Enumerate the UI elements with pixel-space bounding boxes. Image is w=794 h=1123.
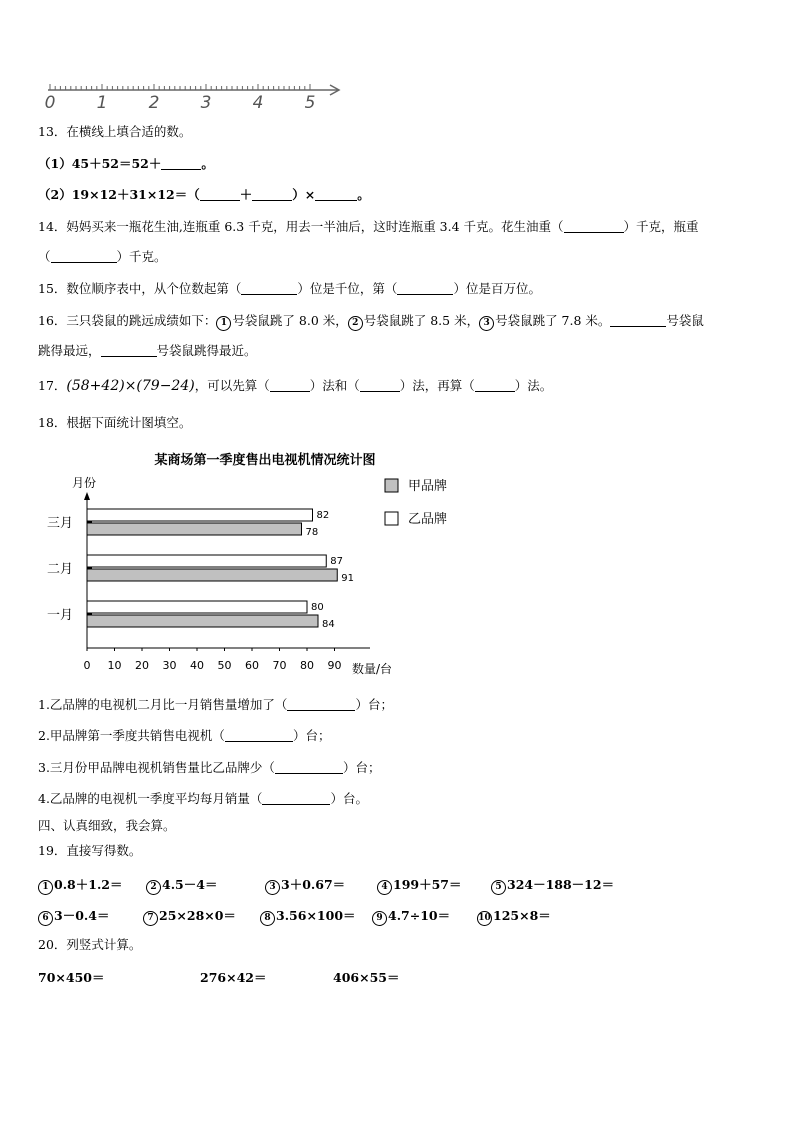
bar-value-label: 91 — [341, 573, 354, 584]
q15-blank-2[interactable] — [397, 282, 453, 295]
x-tick-label: 60 — [245, 659, 259, 672]
q17-blank-1[interactable] — [270, 379, 310, 392]
q16-blank-farthest[interactable] — [610, 314, 666, 327]
q16-line2 — [38, 343, 257, 359]
q18-sub3-text: 3.三月份甲品牌电视机销售量比乙品牌少（ — [38, 760, 275, 775]
q18-sub3 — [38, 760, 380, 776]
ruler-tick-label: 1 — [96, 93, 108, 113]
q20-item-3[interactable]: 406×55＝ — [333, 970, 400, 985]
legend-label: 乙品牌 — [408, 512, 448, 527]
q17-text-c: ）法，再算（ — [399, 378, 475, 393]
q18-blank-4[interactable] — [262, 792, 330, 805]
q17-line — [38, 378, 552, 394]
q19-item-text: 4.7÷10＝ — [388, 908, 451, 923]
q19-item-text: 0.8＋1.2＝ — [54, 877, 123, 892]
bar-yi-brand — [87, 555, 326, 567]
q19-item-8[interactable] — [260, 906, 356, 926]
circled-number-icon: 4 — [377, 880, 392, 895]
q13-part2-text: （2）19×12＋31×12＝（ — [38, 187, 200, 202]
q15-text-b: ）位是千位，第（ — [297, 281, 398, 296]
circled-number-icon: 5 — [491, 880, 506, 895]
q14-line1 — [38, 219, 699, 235]
bar-value-label: 84 — [322, 619, 335, 630]
q14-blank-bottle[interactable] — [51, 250, 117, 263]
ruler — [40, 80, 350, 116]
q17-blank-2[interactable] — [360, 379, 400, 392]
bar-jia-brand — [87, 615, 318, 627]
q18-sub2-end: ）台； — [292, 728, 331, 743]
q17-blank-3[interactable] — [475, 379, 515, 392]
bar-yi-brand — [87, 509, 313, 521]
q20-title: 20．列竖式计算。 — [38, 937, 142, 952]
q19-item-7[interactable] — [143, 906, 236, 926]
q15-line — [38, 281, 541, 297]
q16-text-d: 号袋鼠跳了 7.8 米。 — [495, 313, 611, 328]
q18-sub2-text: 2.甲品牌第一季度共销售电视机（ — [38, 728, 225, 743]
q13-part1-end: 。 — [201, 156, 214, 171]
q16-text-c: 号袋鼠跳了 8.5 米， — [363, 313, 480, 328]
bar-value-label: 80 — [311, 602, 324, 613]
q13-blank-2[interactable] — [200, 188, 240, 201]
bar-yi-brand — [87, 601, 307, 613]
ruler-tick-label: 3 — [200, 93, 212, 113]
q13-blank-4[interactable] — [315, 188, 357, 201]
x-tick-label: 10 — [107, 659, 122, 672]
q13-part2-plus: ＋ — [239, 187, 253, 202]
q19-item-text: 125×8＝ — [493, 908, 551, 923]
circled-number-icon: 6 — [38, 911, 53, 926]
q18-blank-1[interactable] — [287, 698, 355, 711]
q15-text-a: 15．数位顺序表中，从个位数起第（ — [38, 281, 242, 296]
x-tick-label: 40 — [190, 659, 204, 672]
q18-sub1-text: 1.乙品牌的电视机二月比一月销售量增加了（ — [38, 697, 288, 712]
q19-item-text: 324－188－12＝ — [507, 877, 615, 892]
category-label: 三月 — [46, 516, 73, 531]
chart-x-axis-label: 数量/台 — [352, 662, 393, 676]
q16-text-b: 号袋鼠跳了 8.0 米， — [232, 313, 348, 328]
q20-item-1[interactable]: 70×450＝ — [38, 970, 105, 985]
bar-value-label: 82 — [316, 510, 330, 521]
q18-blank-3[interactable] — [275, 761, 343, 774]
q18-sub4-end: ）台。 — [330, 791, 368, 806]
q13-part2-end: 。 — [357, 187, 370, 202]
q13-part2 — [38, 187, 370, 203]
q13-part2-mid: ）× — [292, 187, 316, 202]
q17-expression: (58+42)×(79−24) — [66, 378, 195, 394]
category-label: 一月 — [46, 608, 73, 623]
x-tick-label: 90 — [327, 659, 342, 672]
bar-value-label: 78 — [305, 527, 319, 538]
q14-blank-oil[interactable] — [564, 220, 624, 233]
q13-part1 — [38, 156, 214, 172]
q14-text-d: ）千克。 — [116, 249, 167, 264]
y-axis-arrow-icon — [84, 492, 90, 500]
q18-title: 18．根据下面统计图填空。 — [38, 415, 192, 430]
circled-number-icon: 3 — [265, 880, 280, 895]
x-tick-label: 0 — [83, 659, 91, 672]
q18-sub4-text: 4.乙品牌的电视机一季度平均每月销量（ — [38, 791, 263, 806]
x-tick-label: 80 — [300, 659, 314, 672]
x-tick-label: 30 — [162, 659, 177, 672]
bar-jia-brand — [87, 523, 302, 535]
q19-item-text: 3－0.4＝ — [54, 908, 110, 923]
circled-number-icon: 2 — [146, 880, 161, 895]
q19-title: 19．直接写得数。 — [38, 843, 142, 858]
q16-text-a: 16．三只袋鼠的跳远成绩如下： — [38, 313, 217, 328]
q15-blank-1[interactable] — [241, 282, 297, 295]
circled-number-icon: 10 — [477, 911, 492, 926]
q19-item-5[interactable] — [491, 875, 614, 895]
q19-item-text: 3.56×100＝ — [276, 908, 356, 923]
q18-sub4 — [38, 791, 368, 807]
chart-y-axis-label: 月份 — [72, 476, 97, 490]
q19-item-text: 4.5－4＝ — [162, 877, 218, 892]
bar-chart — [30, 440, 480, 685]
q14-line2 — [38, 249, 167, 265]
q17-number: 17． — [38, 378, 67, 393]
chart-title: 某商场第一季度售出电视机情况统计图 — [154, 453, 376, 468]
q16-blank-nearest[interactable] — [101, 344, 157, 357]
q19-item-text: 25×28×0＝ — [159, 908, 236, 923]
q19-item-1[interactable] — [38, 875, 123, 895]
ruler-tick-label: 4 — [252, 93, 264, 113]
circled-number-2: 2 — [348, 316, 363, 331]
q16-text-f: 跳得最远， — [38, 343, 101, 358]
q19-item-text: 3＋0.67＝ — [281, 877, 346, 892]
q13-part1-text: （1）45＋52＝52＋ — [38, 156, 162, 171]
section-4-heading: 四、认真细致，我会算。 — [38, 818, 176, 833]
q18-sub1 — [38, 697, 393, 713]
circled-number-icon: 1 — [38, 880, 53, 895]
q19-item-6[interactable] — [38, 906, 109, 926]
circled-number-1: 1 — [216, 316, 231, 331]
q18-sub3-end: ）台； — [342, 760, 381, 775]
q20-item-2[interactable]: 276×42＝ — [200, 970, 267, 985]
q16-text-g: 号袋鼠跳得最近。 — [156, 343, 257, 358]
q13-blank-3[interactable] — [252, 188, 292, 201]
bar-value-label: 87 — [330, 556, 343, 567]
q17-text-d: ）法。 — [514, 378, 553, 393]
ruler-tick-label: 0 — [44, 93, 56, 113]
q13-blank-1[interactable] — [161, 157, 201, 170]
bar-jia-brand — [87, 569, 337, 581]
q18-sub1-end: ）台； — [355, 697, 393, 712]
q19-item-4[interactable] — [377, 875, 462, 895]
q18-blank-2[interactable] — [225, 729, 293, 742]
x-tick-label: 50 — [217, 659, 232, 672]
q14-text-c: （ — [38, 249, 51, 264]
q19-item-2[interactable] — [146, 875, 217, 895]
q14-text-a: 14．妈妈买来一瓶花生油,连瓶重 6.3 千克，用去一半油后，这时连瓶重 3.4 千克。花生油重（ — [38, 219, 564, 234]
x-tick-label: 20 — [135, 659, 149, 672]
q19-item-text: 199＋57＝ — [393, 877, 462, 892]
category-label: 二月 — [46, 562, 73, 577]
circled-number-icon: 8 — [260, 911, 275, 926]
circled-number-icon: 7 — [143, 911, 158, 926]
q19-item-10[interactable] — [477, 906, 551, 926]
q16-text-e: 号袋鼠 — [666, 313, 704, 328]
legend-label: 甲品牌 — [408, 479, 448, 494]
ruler-tick-label: 2 — [148, 93, 160, 113]
q19-item-3[interactable] — [265, 875, 345, 895]
legend-swatch — [385, 512, 398, 525]
q16-line1 — [38, 313, 704, 331]
q15-text-c: ）位是百万位。 — [453, 281, 541, 296]
ruler-tick-label: 5 — [304, 93, 316, 113]
legend-swatch — [385, 479, 398, 492]
x-tick-label: 70 — [272, 659, 287, 672]
q18-sub2 — [38, 728, 330, 744]
q14-text-b: ）千克，瓶重 — [623, 219, 699, 234]
q17-text-a: ，可以先算（ — [194, 378, 270, 393]
circled-number-3: 3 — [479, 316, 494, 331]
q13-title: 13．在横线上填合适的数。 — [38, 124, 192, 139]
circled-number-icon: 9 — [372, 911, 387, 926]
q19-item-9[interactable] — [372, 906, 450, 926]
q17-text-b: ）法和（ — [309, 378, 360, 393]
